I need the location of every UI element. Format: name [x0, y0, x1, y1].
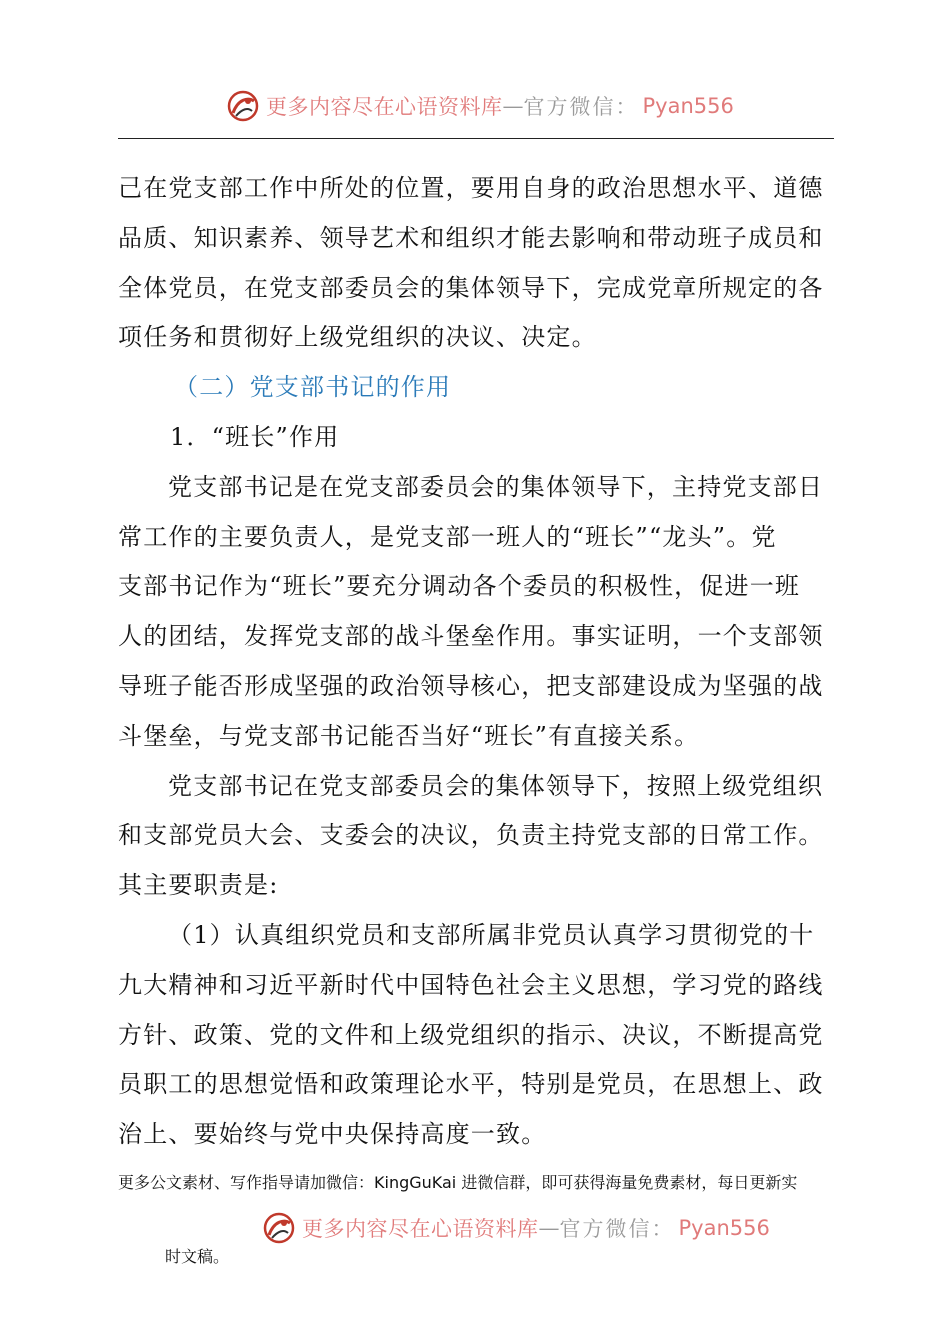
wechat-id: Pyan556: [642, 94, 734, 118]
watermark-dash: —: [502, 94, 524, 118]
logo-icon: [226, 89, 260, 123]
body-line: 斗堡垒，与党支部书记能否当好“班长”有直接关系。: [118, 721, 700, 750]
watermark-dash: —: [538, 1216, 560, 1240]
body-line: 党支部书记是在党支部委员会的集体领导下，主持党支部日: [168, 472, 824, 501]
body-line: 常工作的主要负责人，是党支部一班人的“班长”“龙头”。党: [118, 522, 777, 551]
header-rule: [118, 138, 834, 139]
body-line: 人的团结，发挥党支部的战斗堡垒作用。事实证明，一个支部领: [118, 622, 824, 651]
body-line: 方针、政策、党的文件和上级党组织的指示、决议，不断提高党: [118, 1020, 824, 1049]
footer-note-continued: 时文稿。: [165, 1247, 230, 1266]
body-line: 导班子能否形成坚强的政治领导核心，把支部建设成为坚强的战: [118, 671, 824, 700]
body-line: 支部书记作为“班长”要充分调动各个委员的积极性，促进一班: [118, 572, 801, 601]
footer-note: 更多公文素材、写作指导请加微信：KingGuKai 进微信群，即可获得海量免费素材，每日更新实: [118, 1173, 798, 1192]
watermark-text: 更多内容尽在心语资料库: [302, 1217, 539, 1241]
watermark-text: 更多内容尽在心语资料库: [266, 95, 503, 119]
body-line: 员职工的思想觉悟和政策理论水平，特别是党员，在思想上、政: [118, 1070, 824, 1099]
body-line: 己在党支部工作中所处的位置，要用自身的政治思想水平、道德: [118, 174, 824, 202]
section-heading: （二）党支部书记的作用: [174, 373, 452, 402]
body-line: 其主要职责是:: [118, 871, 279, 900]
logo-icon: [262, 1211, 296, 1245]
body-line: 项任务和贯彻好上级党组织的决议、决定。: [118, 323, 597, 352]
header-watermark: [226, 86, 734, 126]
body-line: 治上、要始终与党中央保持高度一致。: [118, 1120, 547, 1149]
body-line: 党支部书记在党支部委员会的集体领导下，按照上级党组织: [168, 771, 824, 800]
official-label: 官方微信：: [523, 95, 639, 119]
body-line: 九大精神和习近平新时代中国特色社会主义思想，学习党的路线: [118, 970, 824, 999]
footer-watermark: [262, 1208, 770, 1248]
wechat-id: Pyan556: [678, 1216, 770, 1240]
body-line: 全体党员，在党支部委员会的集体领导下，完成党章所规定的各: [118, 273, 824, 302]
official-label: 官方微信：: [559, 1217, 675, 1241]
body-line: 品质、知识素养、领导艺术和组织才能去影响和带动班子成员和: [118, 223, 824, 252]
list-item-line: （1）认真组织党员和支部所属非党员认真学习贯彻党的十: [168, 920, 815, 949]
subsection-heading: 1．“班长”作用: [170, 422, 340, 451]
body-line: 和支部党员大会、支委会的决议，负责主持党支部的日常工作。: [118, 821, 824, 850]
document-body: [118, 164, 834, 1160]
